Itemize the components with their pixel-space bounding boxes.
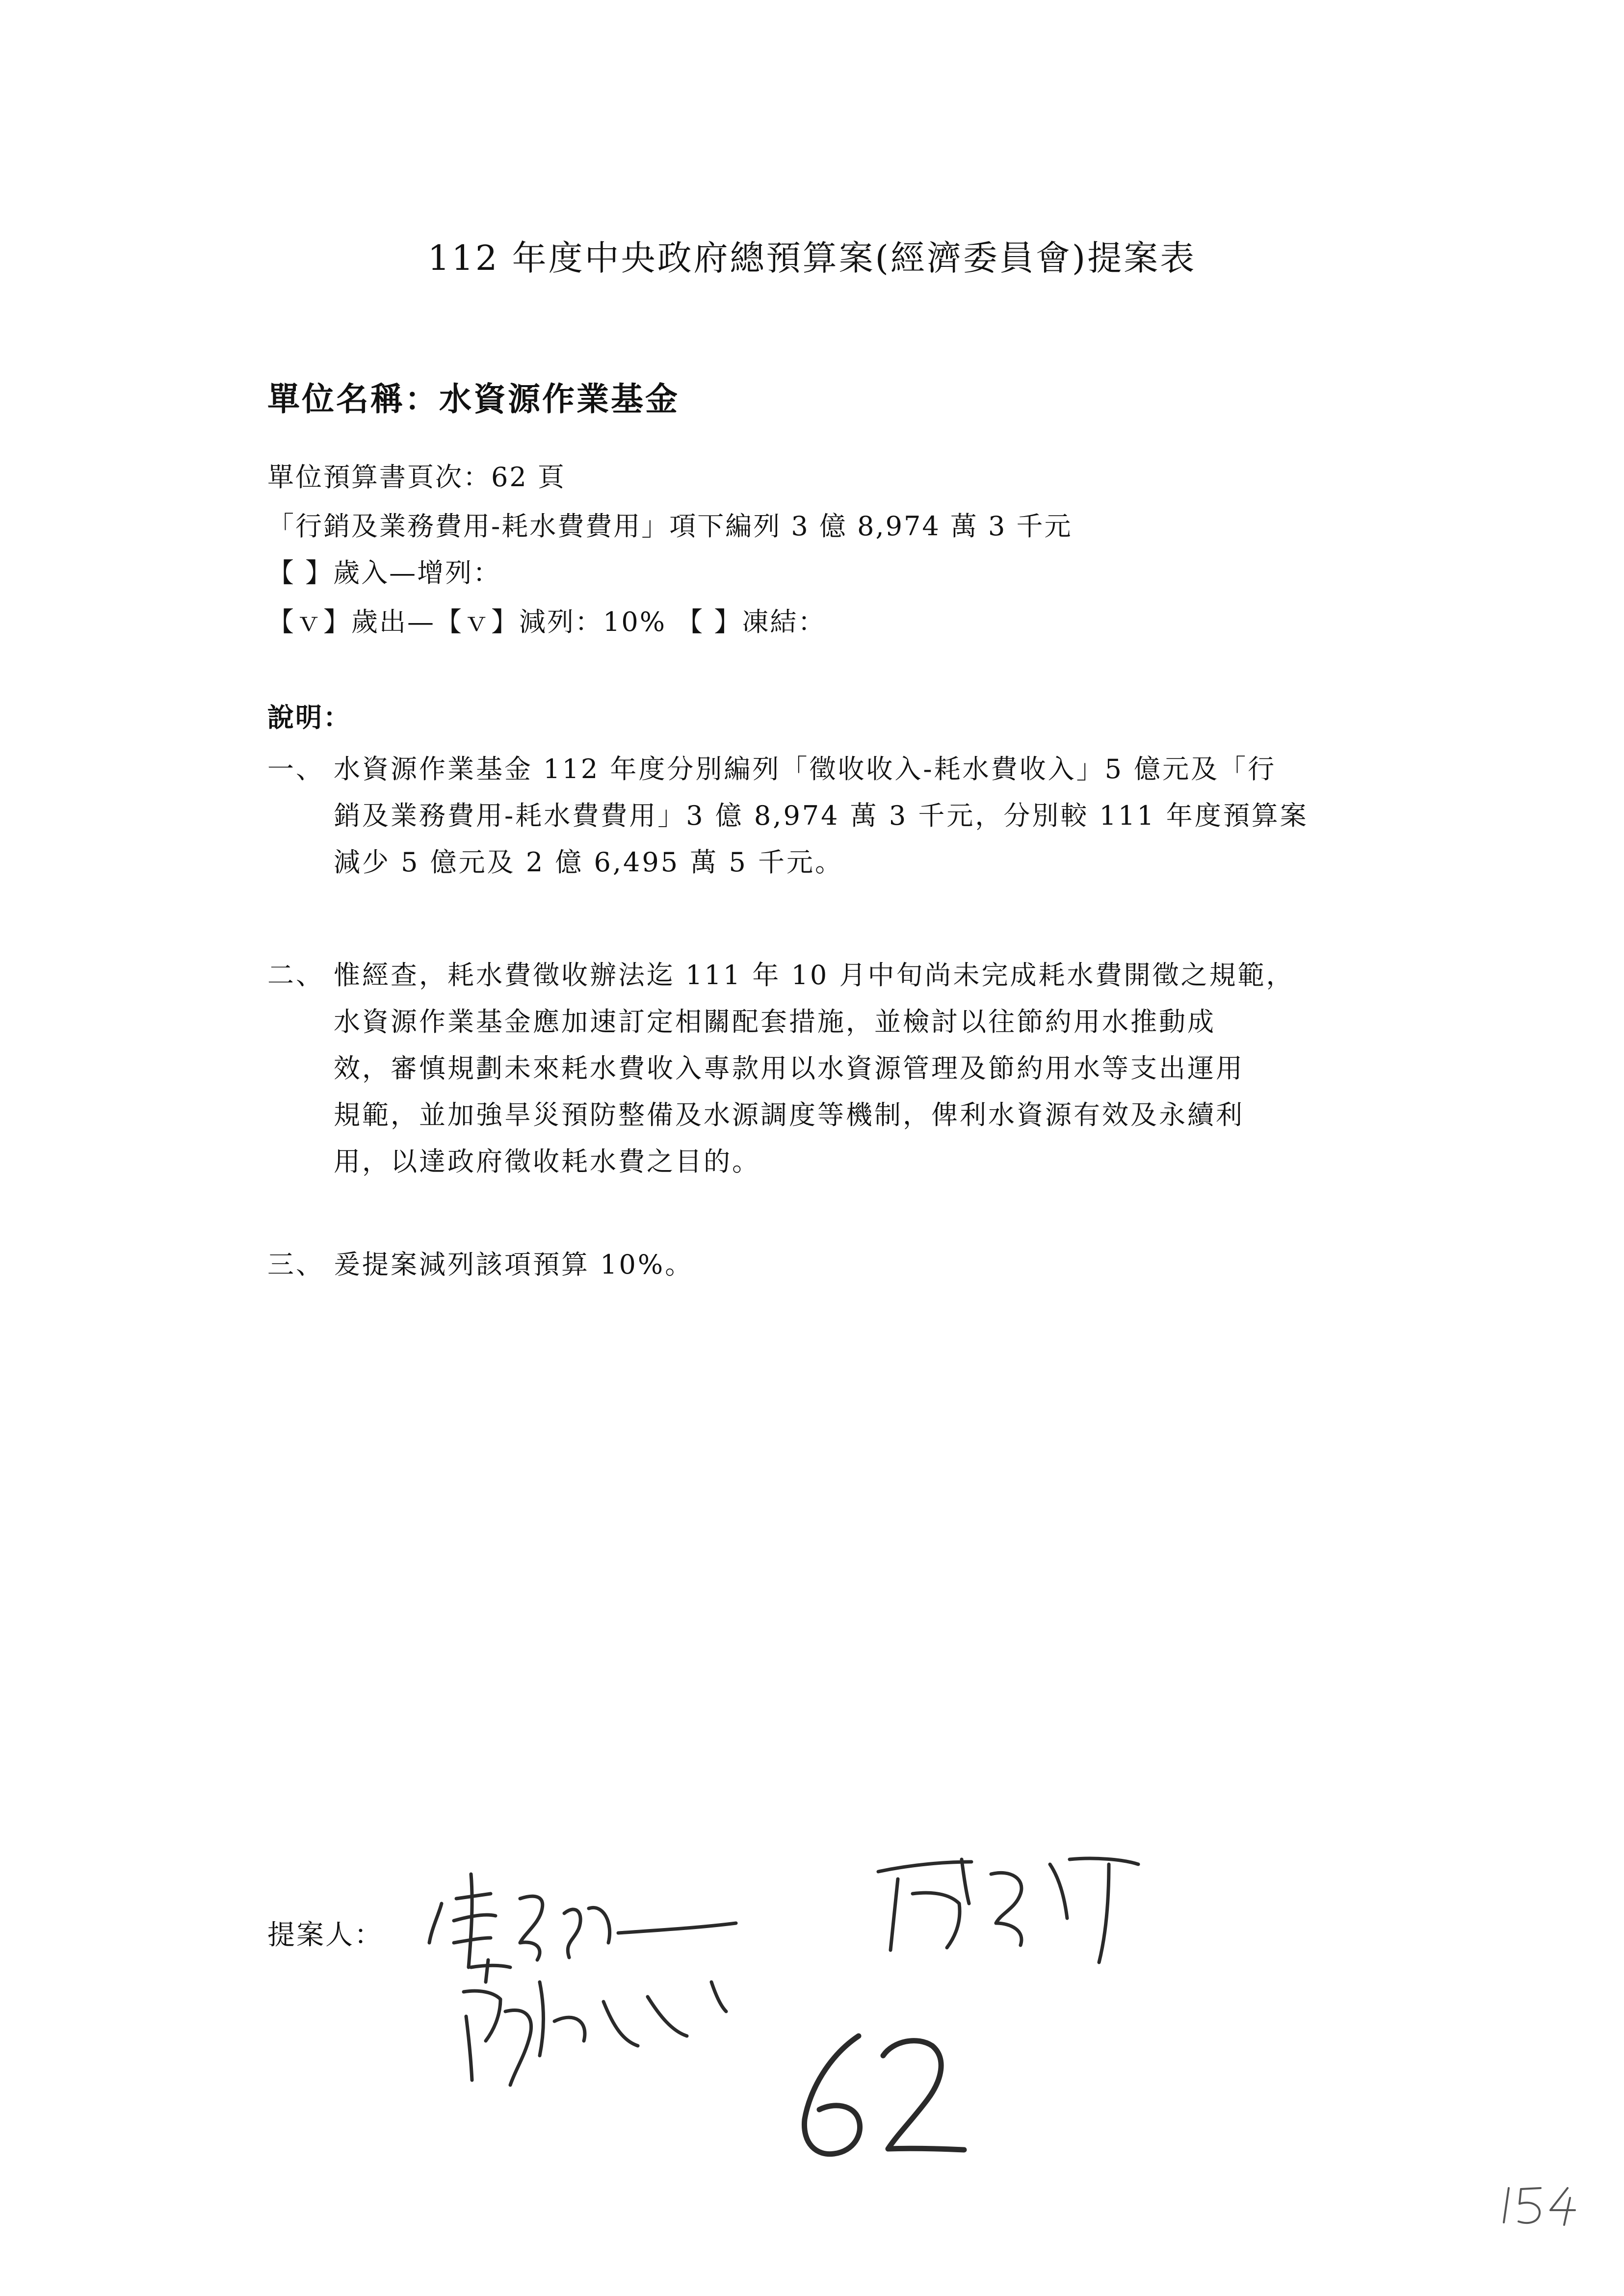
unit-name: 單位名稱：水資源作業基金 xyxy=(267,380,680,418)
budget-item-line: 「行銷及業務費用-耗水費費用」項下編列 3 億 8,974 萬 3 千元 xyxy=(267,511,1073,542)
item-text-line: 銷及業務費用-耗水費費用」3 億 8,974 萬 3 千元，分別較 111 年度預算案 xyxy=(334,800,1309,831)
revenue-line: 【 】歲入—增列： xyxy=(267,557,501,588)
item-text-line: 惟經查，耗水費徵收辦法迄 111 年 10 月中旬尚未完成耗水費開徵之規範， xyxy=(334,960,1295,991)
signature-3 xyxy=(464,1960,726,2085)
item-text-line: 水資源作業基金應加速訂定相關配套措施，並檢討以往節約用水推動成 xyxy=(334,1006,1216,1037)
document-title: 112 年度中央政府總預算案(經濟委員會)提案表 xyxy=(427,238,1197,278)
budget-page-line: 單位預算書頁次：62 頁 xyxy=(267,462,566,493)
item-number: 二、 xyxy=(267,960,324,991)
handwritten-page-number xyxy=(1504,2188,1575,2225)
expense-line: 【ｖ】歲出—【ｖ】減列：10% 【 】凍結： xyxy=(267,606,826,637)
explanation-label: 說明： xyxy=(267,702,351,733)
signature-2 xyxy=(878,1858,1138,1962)
signature-1 xyxy=(429,1874,736,1967)
item-text-line: 效，審慎規劃未來耗水費收入專款用以水資源管理及節約用水等支出運用 xyxy=(334,1053,1244,1084)
item-text-line: 減少 5 億元及 2 億 6,495 萬 5 千元。 xyxy=(334,847,843,878)
item-text-line: 用，以達政府徵收耗水費之目的。 xyxy=(334,1146,760,1177)
handwritten-number xyxy=(804,2036,964,2154)
proposer-label: 提案人： xyxy=(267,1919,383,1951)
item-number: 一、 xyxy=(267,754,324,784)
item-text-line: 規範，並加強旱災預防整備及水源調度等機制，俾利水資源有效及永續利 xyxy=(334,1099,1244,1130)
item-number: 三、 xyxy=(267,1249,324,1280)
item-text-line: 水資源作業基金 112 年度分別編列「徵收收入-耗水費收入」5 億元及「行 xyxy=(334,754,1277,784)
item-text-line: 爰提案減列該項預算 10%。 xyxy=(334,1249,694,1280)
